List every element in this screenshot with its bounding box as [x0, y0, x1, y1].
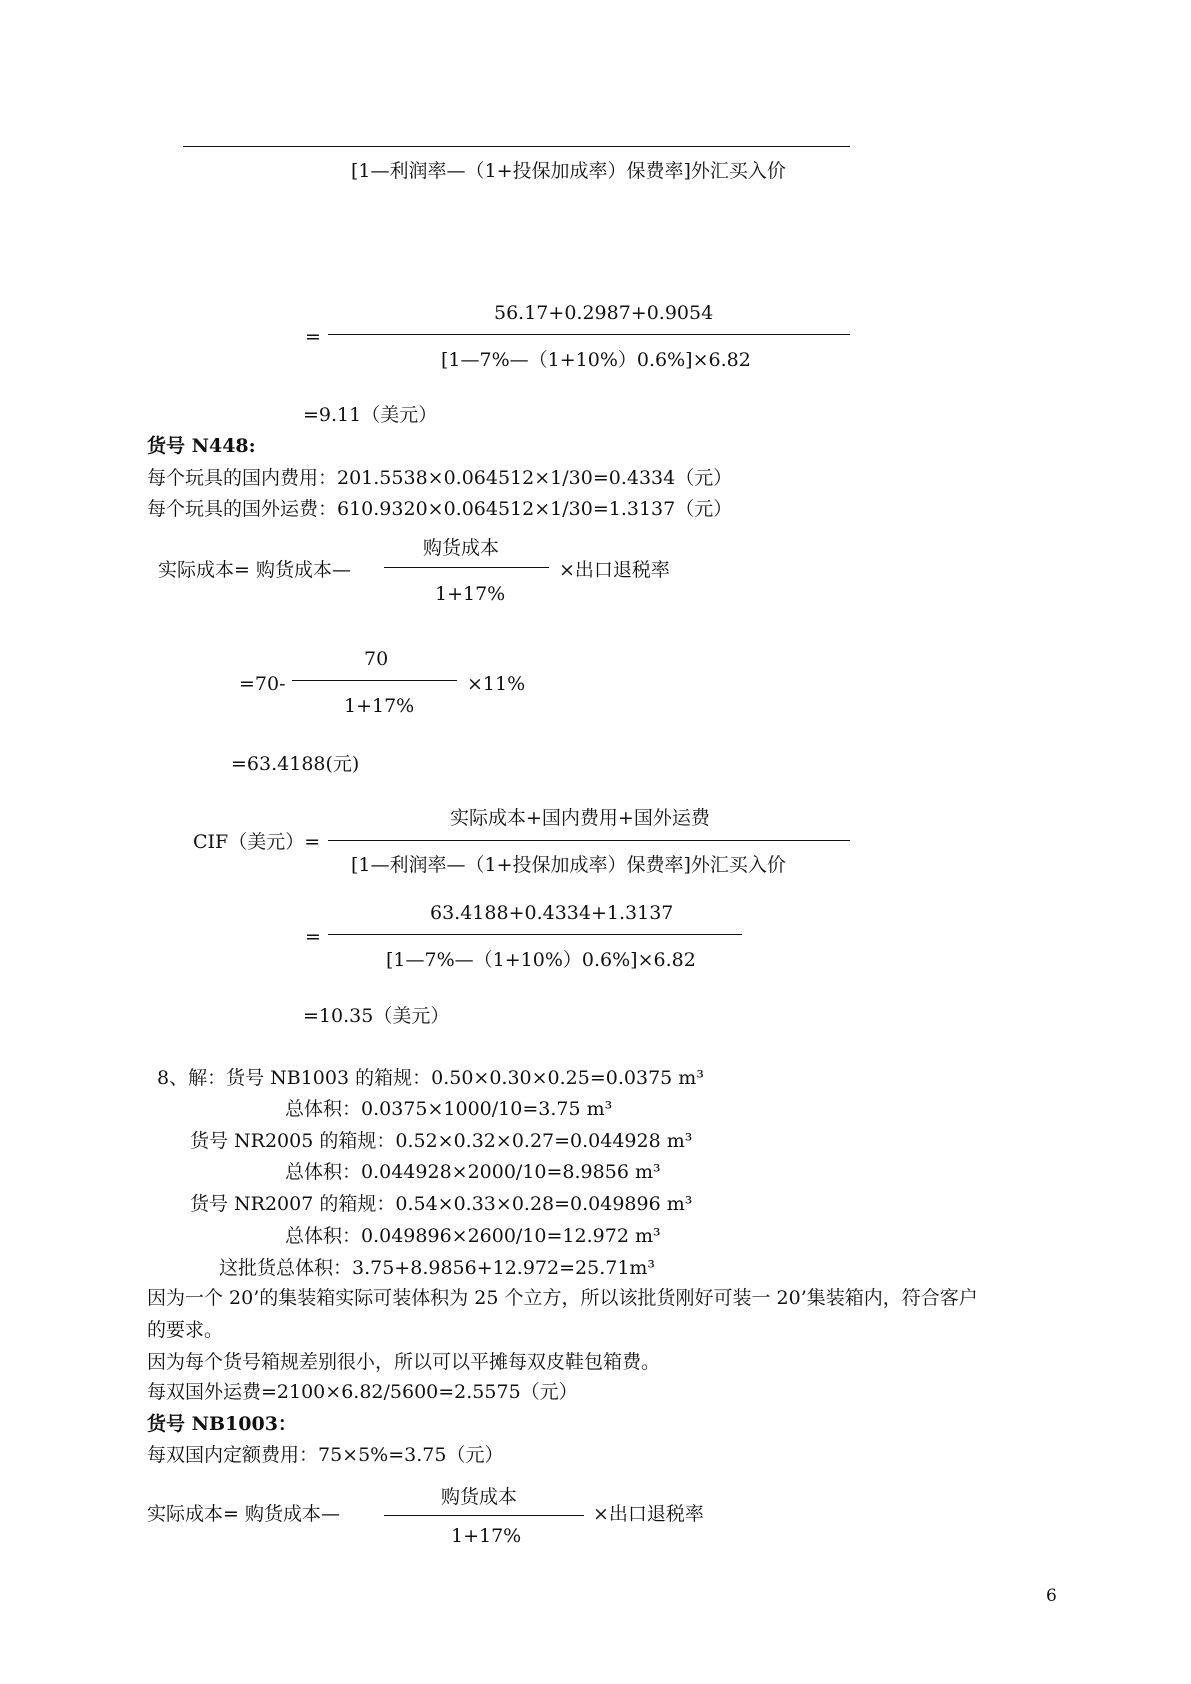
formula-denominator: [1—7%—（1+10%）0.6%]×6.82 — [386, 949, 696, 971]
formula-denominator: 1+17% — [435, 583, 506, 605]
formula-result: =10.35（美元） — [303, 1005, 450, 1027]
formula-denominator: [1—利润率—（1+投保加成率）保费率]外汇买入价 — [351, 160, 786, 182]
text-line: 每个玩具的国外运费：610.9320×0.064512×1/30=1.3137（元） — [147, 498, 733, 520]
fraction-bar — [328, 334, 850, 335]
formula-denominator: [1—7%—（1+10%）0.6%]×6.82 — [441, 349, 751, 371]
text-line: 每双国内定额费用：75×5%=3.75（元） — [147, 1444, 504, 1466]
fraction-bar — [183, 146, 850, 147]
formula-lhs: 实际成本= 购货成本— — [158, 559, 351, 581]
section-heading: 货号 N448: — [147, 435, 256, 457]
formula-denominator: 1+17% — [451, 1525, 522, 1547]
formula-numerator: 购货成本 — [441, 1486, 518, 1508]
equals-sign: = — [305, 326, 321, 348]
text-line: 这批货总体积：3.75+8.9856+12.972=25.71m³ — [219, 1257, 656, 1279]
formula-result: =63.4188(元) — [231, 753, 360, 775]
fraction-bar — [384, 567, 549, 568]
section-heading: 货号 NB1003： — [147, 1413, 297, 1435]
formula-numerator: 56.17+0.2987+0.9054 — [494, 302, 714, 324]
formula-result: =9.11（美元） — [303, 404, 438, 426]
text-line: 总体积：0.0375×1000/10=3.75 m³ — [285, 1098, 613, 1120]
formula-numerator: 70 — [364, 648, 389, 670]
formula-numerator: 63.4188+0.4334+1.3137 — [430, 902, 674, 924]
text-line: 总体积：0.044928×2000/10=8.9856 m³ — [285, 1161, 661, 1183]
equals-sign: = — [305, 926, 321, 948]
fraction-bar — [328, 934, 742, 935]
paragraph-line: 因为每个货号箱规差别很小，所以可以平摊每双皮鞋包箱费。 — [147, 1351, 661, 1373]
paragraph-line: 因为一个 20’的集装箱实际可装体积为 25 个立方，所以该批货刚好可装一 20’集装箱内，符合客户 — [147, 1287, 978, 1309]
formula-lhs: 实际成本= 购货成本— — [147, 1503, 340, 1525]
fraction-bar — [292, 680, 457, 681]
formula-numerator: 购货成本 — [423, 537, 500, 559]
text-line: 8、解：货号 NB1003 的箱规：0.50×0.30×0.25=0.0375 m³ — [157, 1067, 704, 1089]
formula-lhs: CIF（美元）= — [193, 831, 321, 853]
text-line: 货号 NR2005 的箱规：0.52×0.32×0.27=0.044928 m³ — [190, 1130, 693, 1152]
text-line: 每双国外运费=2100×6.82/5600=2.5575（元） — [147, 1381, 578, 1403]
fraction-bar — [328, 840, 850, 841]
page-number: 6 — [1046, 1586, 1057, 1606]
formula-rhs: ×出口退税率 — [593, 1503, 704, 1525]
formula-denominator: 1+17% — [344, 695, 415, 717]
formula-rhs: ×出口退税率 — [559, 559, 670, 581]
text-line: 总体积：0.049896×2600/10=12.972 m³ — [285, 1225, 661, 1247]
paragraph-line: 的要求。 — [147, 1319, 224, 1341]
formula-lhs: =70- — [239, 673, 286, 695]
formula-denominator: [1—利润率—（1+投保加成率）保费率]外汇买入价 — [351, 854, 786, 876]
formula-rhs: ×11% — [467, 673, 526, 695]
formula-numerator: 实际成本+国内费用+国外运费 — [450, 807, 710, 829]
text-line: 每个玩具的国内费用：201.5538×0.064512×1/30=0.4334（元） — [147, 467, 733, 489]
fraction-bar — [384, 1515, 584, 1516]
text-line: 货号 NR2007 的箱规：0.54×0.33×0.28=0.049896 m³ — [190, 1193, 693, 1215]
